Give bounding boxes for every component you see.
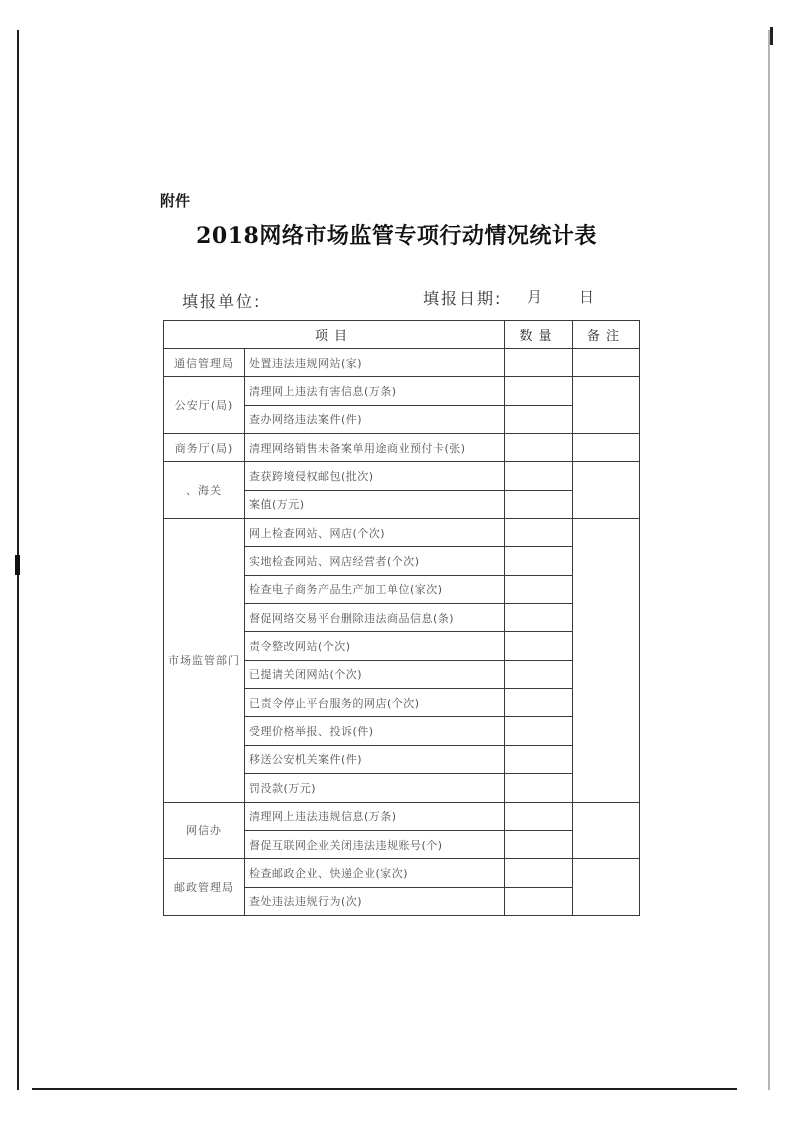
quantity-cell[interactable] bbox=[505, 830, 573, 858]
header-note: 备注 bbox=[573, 321, 640, 349]
item-cell: 查处违法违规行为(次) bbox=[245, 887, 505, 915]
item-cell: 罚没款(万元) bbox=[245, 774, 505, 802]
day-label: 日 bbox=[579, 288, 595, 306]
table-row bbox=[164, 802, 640, 830]
table-row bbox=[164, 434, 640, 462]
quantity-cell[interactable] bbox=[505, 462, 573, 490]
item-cell: 查办网络违法案件(件) bbox=[245, 405, 505, 433]
quantity-cell[interactable] bbox=[505, 717, 573, 745]
quantity-cell[interactable] bbox=[505, 689, 573, 717]
quantity-cell[interactable] bbox=[505, 377, 573, 405]
item-cell: 责令整改网站(个次) bbox=[245, 632, 505, 660]
month-label: 月 bbox=[527, 288, 543, 306]
note-cell[interactable] bbox=[573, 349, 640, 377]
item-cell: 受理价格举报、投诉(件) bbox=[245, 717, 505, 745]
table-body bbox=[164, 349, 640, 916]
note-cell[interactable] bbox=[573, 859, 640, 916]
quantity-cell[interactable] bbox=[505, 547, 573, 575]
scan-right-mark bbox=[770, 27, 773, 45]
quantity-cell[interactable] bbox=[505, 519, 573, 547]
scan-left-mark bbox=[15, 555, 20, 575]
quantity-cell[interactable] bbox=[505, 774, 573, 802]
item-cell: 清理网上违法违规信息(万条) bbox=[245, 802, 505, 830]
item-cell: 督促互联网企业关闭违法违规账号(个) bbox=[245, 830, 505, 858]
department-cell: 邮政管理局 bbox=[164, 859, 245, 916]
fill-unit-label: 填报单位: bbox=[182, 292, 262, 311]
table-row bbox=[164, 349, 640, 377]
note-cell[interactable] bbox=[573, 802, 640, 859]
quantity-cell[interactable] bbox=[505, 802, 573, 830]
item-cell: 检查电子商务产品生产加工单位(家次) bbox=[245, 575, 505, 603]
scan-bottom-edge bbox=[32, 1088, 737, 1090]
item-cell: 处置违法违规网站(家) bbox=[245, 349, 505, 377]
item-cell: 已责令停止平台服务的网店(个次) bbox=[245, 689, 505, 717]
item-cell: 已提请关闭网站(个次) bbox=[245, 660, 505, 688]
quantity-cell[interactable] bbox=[505, 434, 573, 462]
quantity-cell[interactable] bbox=[505, 632, 573, 660]
note-cell[interactable] bbox=[573, 519, 640, 802]
table-row bbox=[164, 859, 640, 887]
quantity-cell[interactable] bbox=[505, 887, 573, 915]
fill-date-label: 填报日期: bbox=[423, 289, 503, 308]
note-cell[interactable] bbox=[573, 377, 640, 434]
item-cell: 查获跨境侵权邮包(批次) bbox=[245, 462, 505, 490]
note-cell[interactable] bbox=[573, 434, 640, 462]
item-cell: 实地检查网站、网店经营者(个次) bbox=[245, 547, 505, 575]
note-cell[interactable] bbox=[573, 462, 640, 519]
department-cell: 通信管理局 bbox=[164, 349, 245, 377]
attachment-label: 附件 bbox=[160, 192, 191, 210]
quantity-cell[interactable] bbox=[505, 604, 573, 632]
department-cell: 商务厅(局) bbox=[164, 434, 245, 462]
item-cell: 案值(万元) bbox=[245, 490, 505, 518]
quantity-cell[interactable] bbox=[505, 859, 573, 887]
department-cell: 、海关 bbox=[164, 462, 245, 519]
quantity-cell[interactable] bbox=[505, 405, 573, 433]
department-cell: 公安厅(局) bbox=[164, 377, 245, 434]
quantity-cell[interactable] bbox=[505, 745, 573, 773]
item-cell: 移送公安机关案件(件) bbox=[245, 745, 505, 773]
item-cell: 网上检查网站、网店(个次) bbox=[245, 519, 505, 547]
department-cell: 网信办 bbox=[164, 802, 245, 859]
item-cell: 清理网上违法有害信息(万条) bbox=[245, 377, 505, 405]
page-title: 2018网络市场监管专项行动情况统计表 bbox=[196, 223, 597, 249]
item-cell: 督促网络交易平台删除违法商品信息(条) bbox=[245, 604, 505, 632]
quantity-cell[interactable] bbox=[505, 575, 573, 603]
header-item: 项目 bbox=[164, 321, 505, 349]
item-cell: 清理网络销售未备案单用途商业预付卡(张) bbox=[245, 434, 505, 462]
scan-right-edge bbox=[768, 30, 770, 1090]
department-cell: 市场监管部门 bbox=[164, 519, 245, 802]
item-cell: 检查邮政企业、快递企业(家次) bbox=[245, 859, 505, 887]
statistics-table bbox=[163, 320, 640, 916]
quantity-cell[interactable] bbox=[505, 349, 573, 377]
table-row bbox=[164, 519, 640, 547]
table-row bbox=[164, 377, 640, 405]
table-header-row bbox=[164, 321, 640, 349]
table-row bbox=[164, 462, 640, 490]
quantity-cell[interactable] bbox=[505, 490, 573, 518]
quantity-cell[interactable] bbox=[505, 660, 573, 688]
header-quantity: 数量 bbox=[505, 321, 573, 349]
